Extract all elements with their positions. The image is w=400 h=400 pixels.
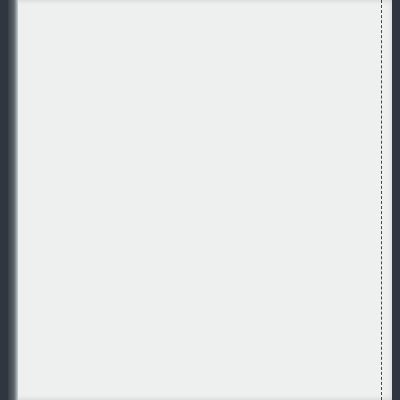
dashed-cut-line bbox=[381, 0, 382, 400]
answer-key-page bbox=[8, 0, 392, 400]
book-spine bbox=[8, 0, 18, 400]
